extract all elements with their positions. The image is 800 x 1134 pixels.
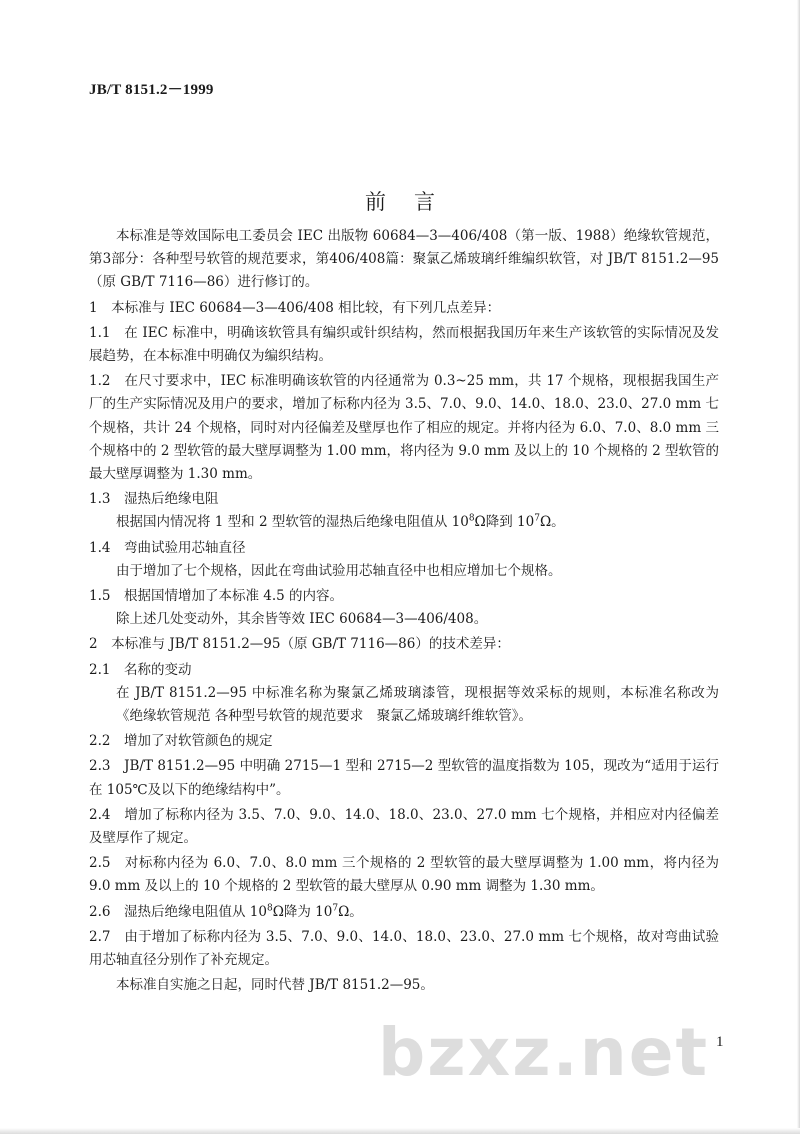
clause-1-3-text-c: Ω。 (539, 514, 565, 531)
clause-1-4: 1.4 弯曲试验用芯轴直径 (89, 539, 246, 556)
clause-2-6-exp-a: 8 (266, 903, 273, 914)
clause-1-3-exp-b: 7 (534, 513, 540, 524)
site-watermark: bzxz.net (378, 1014, 710, 1091)
clause-1-3-text-b: Ω降到 10 (474, 514, 535, 531)
closing-paragraph: 本标准自实施之日起，同时代替 JB/T 8151.2—95。 (116, 977, 434, 994)
clause-2-2: 2.2 增加了对软管颜色的规定 (89, 733, 273, 750)
clause-2-6-text-c: Ω。 (338, 903, 363, 920)
clause-1-4-body: 由于增加了七个规格，因此在弯曲试验用芯轴直径中也相应增加七个规格。 (116, 562, 562, 579)
clause-2-1-body: 在 JB/T 8151.2—95 中标准名称为聚氯乙烯玻璃漆管，现根据等效采标的规则，本标准名称改为《绝缘软管规范 各种型号软管的规范要求 聚氯乙烯玻璃纤维软管》。 (116, 684, 719, 725)
clause-1-3: 1.3 湿热后绝缘电阻 (89, 491, 219, 508)
document-code-header: JB/T 8151.2－1999 (89, 82, 214, 98)
clause-2-6 (89, 901, 719, 924)
clause-2-5: 2.5 对标称内径为 6.0、7.0、8.0 mm 三个规格的 2 型软管的最大壁厚调整为 1.00 mm，将内径为 9.0 mm 及以上的 10 个规格的 2 型软管的最大壁厚从 0.90 mm 调整为 1.30 mm。 (89, 855, 719, 895)
clause-1-3-exp-a: 8 (468, 513, 475, 524)
page-title: 前言 (365, 190, 463, 214)
clause-1: 1 本标准与 IEC 60684—3—406/408 相比较，有下列几点差异： (89, 299, 501, 316)
clause-2-6-text-a: 2.6 湿热后绝缘电阻值从 10 (89, 903, 267, 920)
clause-2-1: 2.1 名称的变动 (89, 661, 192, 678)
page-number: 1 (716, 1034, 724, 1050)
clause-1-3-body (89, 511, 719, 534)
intro-paragraph: 本标准是等效国际电工委员会 IEC 出版物 60684—3—406/408（第一版、1988）绝缘软管规范，第3部分：各种型号软管的规范要求，第406/408篇：聚氯乙烯玻璃纤维编织软管，对 JB/T 8151.2—95（原 GB/T 7116—86）进行修订的。 (89, 228, 719, 291)
clause-1-5-body: 除上述几处变动外，其余皆等效 IEC 60684—3—406/408。 (116, 611, 488, 628)
clause-1-3-text-a: 根据国内情况将 1 型和 2 型软管的湿热后绝缘电阻值从 10 (116, 514, 469, 531)
clause-2-4: 2.4 增加了标称内径为 3.5、7.0、9.0、14.0、18.0、23.0、27.0 mm 七个规格，并相应对内径偏差及壁厚作了规定。 (89, 806, 719, 847)
clause-2: 2 本标准与 JB/T 8151.2—95（原 GB/T 7116—86）的技术差异： (89, 636, 510, 653)
clause-1-2: 1.2 在尺寸要求中，IEC 标准明确该软管的内径通常为 0.3~25 mm，共 17 个规格，现根据我国生产厂的生产实际情况及用户的要求，增加了标称内径为 3.5、7.0、9.0、14.0、18.0、23.0、27.0 mm 七个规格，共计 24 个规格，同时对内径偏差及壁厚也作了相应的规定。并将内径为 6.0、7.0、8.0 mm 三个规格中的 2 型软管的最大壁厚调整为 1.00 mm，将内径为 9.0 mm 及以上的 10 个规格的 2 型软管的最大壁厚调整为 1.30 mm。 (89, 373, 719, 483)
document-body (89, 225, 719, 998)
clause-2-6-text-b: Ω降为 10 (272, 903, 333, 920)
clause-2-7: 2.7 由于增加了标称内径为 3.5、7.0、9.0、14.0、18.0、23.0、27.0 mm 七个规格，故对弯曲试验用芯轴直径分别作了补充规定。 (89, 928, 719, 969)
clause-2-6-exp-b: 7 (332, 903, 339, 914)
clause-1-5: 1.5 根据国情增加了本标准 4.5 的内容。 (89, 588, 344, 605)
clause-2-3: 2.3 JB/T 8151.2—95 中明确 2715—1 型和 2715—2 型软管的温度指数为 105，现改为“适用于运行在 105℃及以下的绝缘结构中”。 (89, 758, 719, 798)
clause-1-1: 1.1 在 IEC 标准中，明确该软管具有编织或针织结构，然而根据我国历年来生产该软管的实际情况及发展趋势，在本标准中明确仅为编织结构。 (89, 324, 719, 365)
page-edge-bottom (0, 1128, 800, 1134)
